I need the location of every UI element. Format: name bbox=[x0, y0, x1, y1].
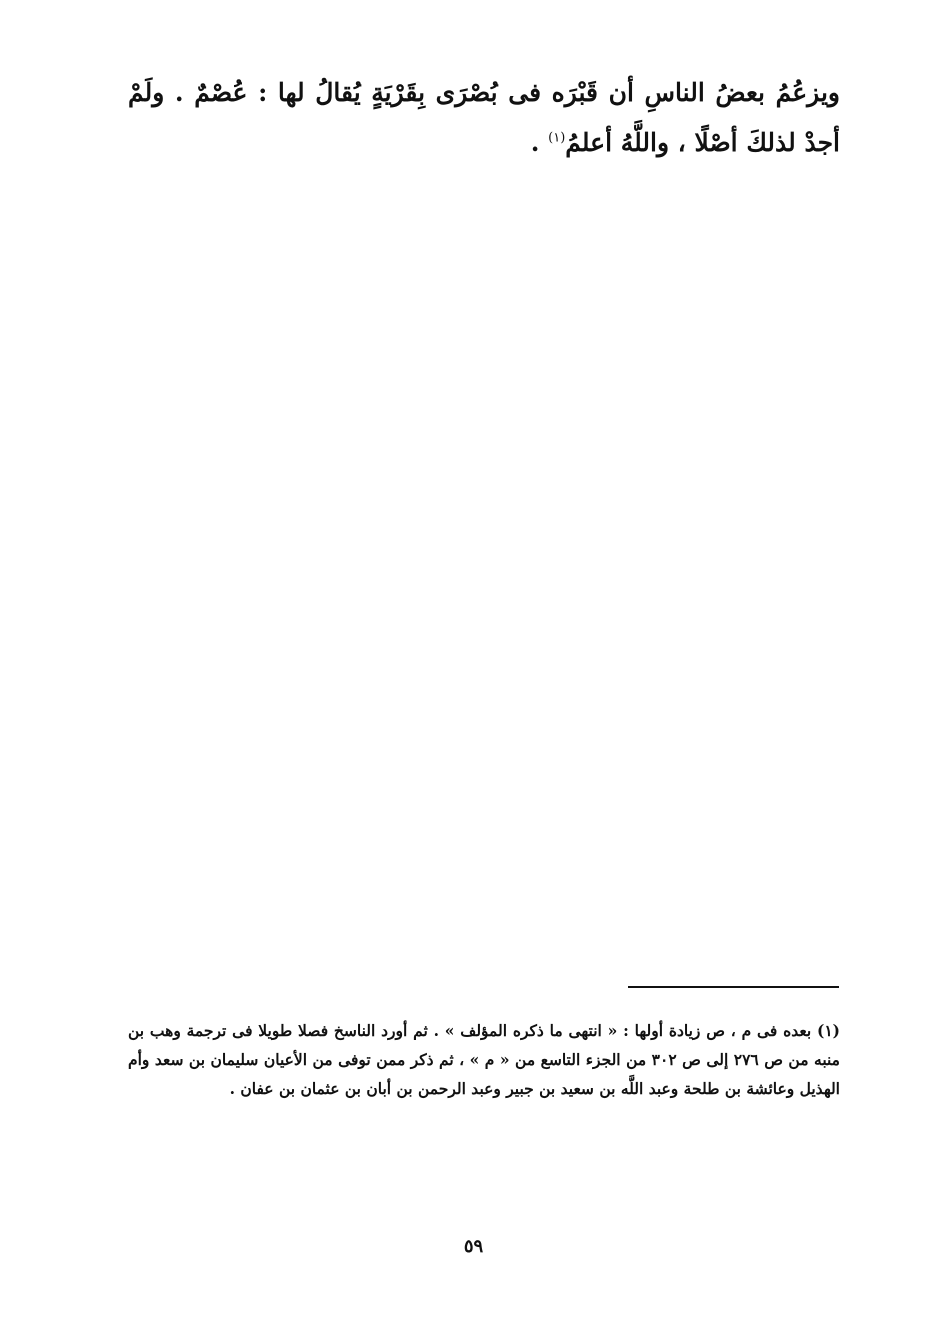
footnote-separator-line bbox=[628, 986, 839, 988]
footnote-item: (١) بعده فى م ، ص زيادة أولها : « انتهى ما ذكره المؤلف » . ثم أورد الناسخ فصلا طويلا فى ترجمة وهب بن منبه من ص ٢٧٦ إلى ص ٣٠٢ من الجزء التاسع من « م » ، ثم ذكر ممن توفى من الأعيان سليمان بن سعد وأم الهذيل وعائشة بن طلحة وعبد اللَّه بن سعيد بن جبير وعبد الرحمن بن أبان بن عثمان بن عفان . bbox=[128, 1021, 840, 1098]
footnotes-block bbox=[128, 1016, 840, 1103]
main-text-block bbox=[128, 68, 840, 168]
main-paragraph-end: . bbox=[530, 128, 549, 157]
main-paragraph-text: ويزعُمُ بعضُ الناسِ أن قَبْرَه فى بُصْرَى بِقَرْيَةٍ يُقالُ لها : عُصْمٌ . ولَمْ أجدْ لذلكَ أصْلًا ، واللَّهُ أعلمُ bbox=[128, 78, 840, 157]
footnote-reference-marker: (١) bbox=[548, 130, 566, 146]
page-number: ٥٩ bbox=[463, 1236, 484, 1257]
main-paragraph bbox=[128, 68, 840, 168]
